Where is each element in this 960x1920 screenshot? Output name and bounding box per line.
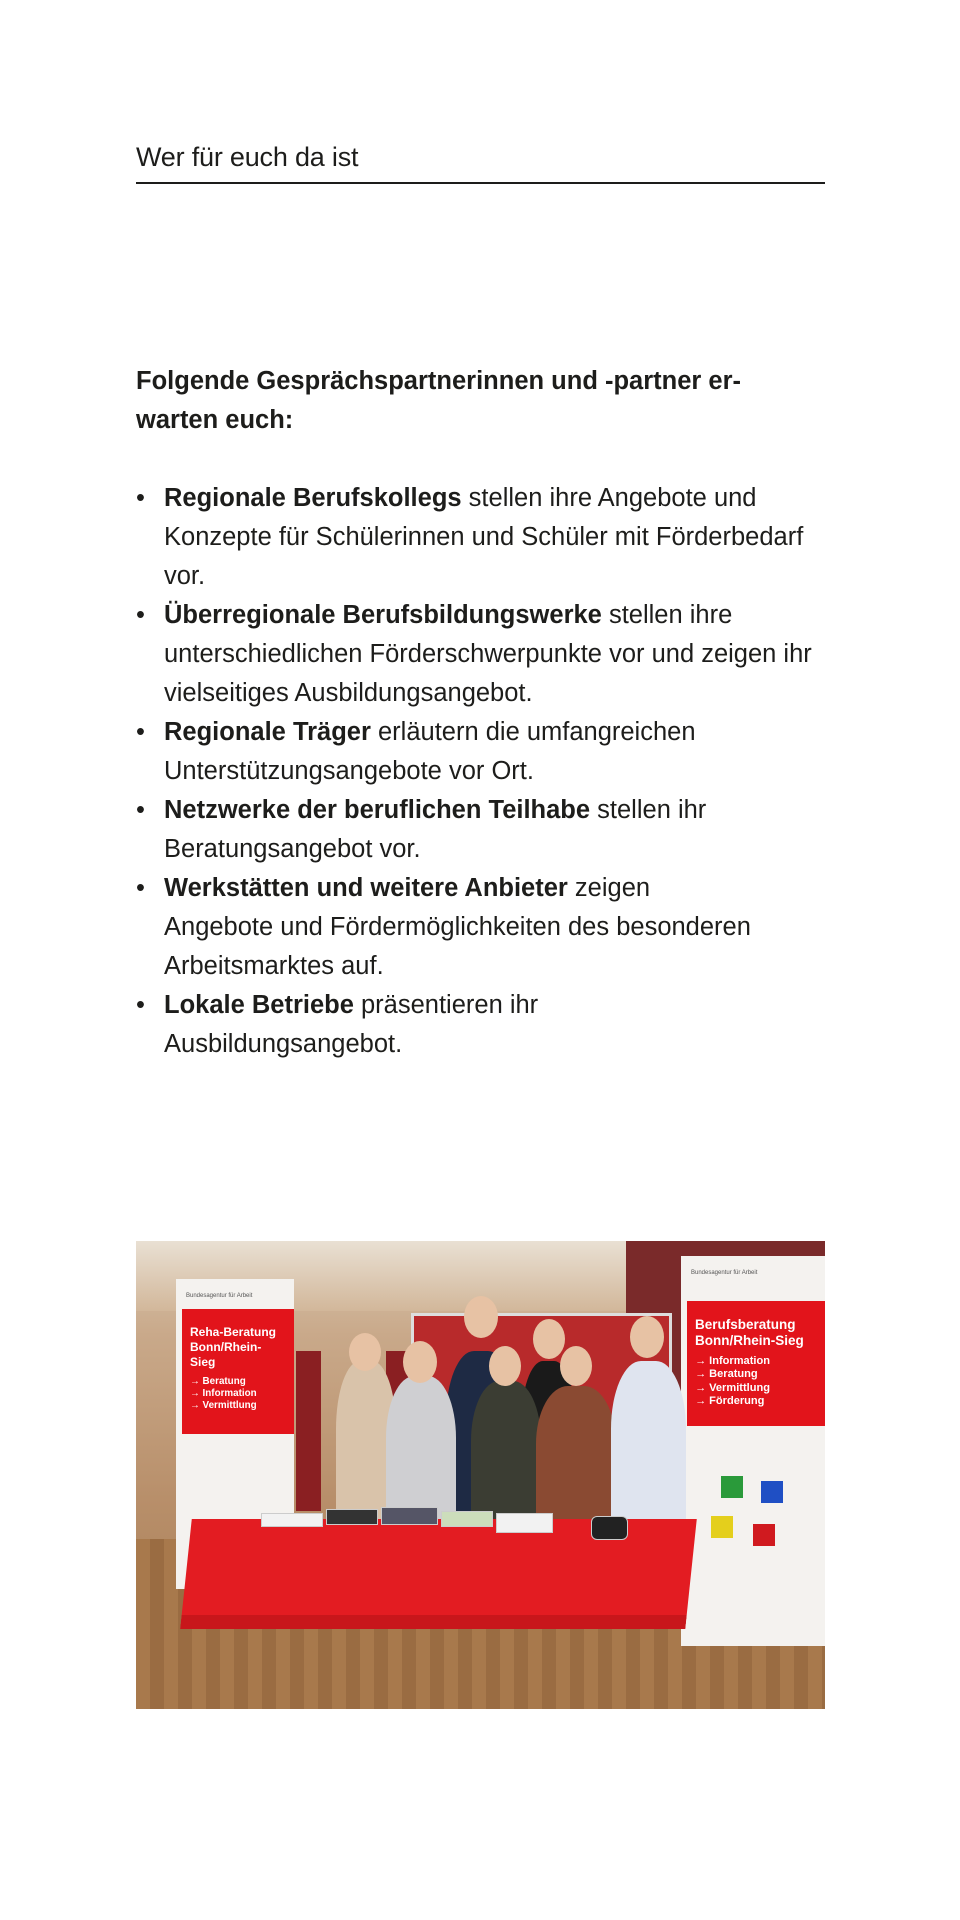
banner-item: → Information xyxy=(695,1355,770,1367)
item-bold: Werkstätten und weitere Anbieter xyxy=(164,874,568,902)
brochure xyxy=(381,1507,438,1525)
person-head xyxy=(403,1341,437,1383)
list-item xyxy=(136,986,724,1064)
item-bold: Regionale Berufskollegs xyxy=(164,484,462,512)
item-text: stellen ihre unterschiedlichen Förderschwerpunkte vor und zeigen ihr vielseitiges Ausbildungsangebot. xyxy=(164,601,812,707)
list-item xyxy=(136,596,844,713)
banner-title: Berufsberatung Bonn/Rhein-Sieg xyxy=(695,1317,804,1348)
list-item xyxy=(136,791,829,869)
partner-list xyxy=(136,479,836,1064)
item-text: stellen ihr Beratungsangebot vor. xyxy=(164,796,707,863)
item-text: stellen ihre Angebote und Konzepte für Schülerinnen und Schüler mit Förderbedarf vor. xyxy=(164,484,804,590)
list-item xyxy=(136,869,764,986)
list-item xyxy=(136,713,804,791)
person-head xyxy=(464,1296,498,1338)
banner-title: Reha-Beratung Bonn/Rhein-Sieg xyxy=(190,1325,277,1369)
banner-item: → Beratung xyxy=(190,1376,246,1387)
item-bold: Netzwerke der beruflichen Teilhabe xyxy=(164,796,591,824)
curtain xyxy=(296,1351,321,1511)
person xyxy=(536,1386,616,1531)
person-head xyxy=(560,1346,592,1386)
section-title: Wer für euch da ist xyxy=(136,142,359,172)
banner-item: → Förderung xyxy=(695,1394,765,1407)
banner-org: Bundesagentur für Arbeit xyxy=(691,1270,758,1276)
banner-item: → Vermittlung xyxy=(190,1399,257,1411)
brochure xyxy=(261,1513,323,1527)
item-text: erläutern die umfangreichen Unterstützungsangebote vor Ort. xyxy=(164,718,696,785)
puzzle-piece xyxy=(761,1481,783,1503)
item-bold: Überregionale Berufsbildungswerke xyxy=(164,601,602,629)
person-head xyxy=(349,1333,381,1371)
brochure xyxy=(496,1513,553,1533)
intro-line: warten euch: xyxy=(136,406,294,434)
event-photo xyxy=(136,1241,825,1709)
item-text: zeigen Angebote und Fördermöglichkeiten des besonderen Arbeitsmarktes auf. xyxy=(164,874,751,980)
person-head xyxy=(630,1316,664,1358)
item-bold: Lokale Betriebe xyxy=(164,991,354,1019)
person xyxy=(471,1381,541,1531)
banner-item: → Information xyxy=(190,1387,257,1399)
intro-heading xyxy=(136,362,836,440)
person-head xyxy=(533,1319,565,1359)
intro-line: Folgende Gesprächspartnerinnen und -partner er- xyxy=(136,367,742,395)
brochure xyxy=(441,1511,493,1527)
banner-item: → Beratung xyxy=(695,1368,758,1381)
banner-item: → Vermittlung xyxy=(695,1381,770,1394)
brochure xyxy=(326,1509,378,1525)
item-text: präsentieren ihr Ausbildungsangebot. xyxy=(164,991,539,1058)
banner-berufsberatung xyxy=(681,1256,825,1646)
puzzle-piece xyxy=(721,1476,743,1498)
list-item xyxy=(136,479,824,596)
banner-org: Bundesagentur für Arbeit xyxy=(186,1293,253,1299)
title-divider xyxy=(136,182,825,184)
person xyxy=(611,1361,686,1531)
item-bold: Regionale Träger xyxy=(164,718,371,746)
puzzle-piece xyxy=(711,1516,733,1538)
puzzle-piece xyxy=(753,1524,775,1546)
bag xyxy=(591,1516,628,1540)
person-head xyxy=(489,1346,521,1386)
